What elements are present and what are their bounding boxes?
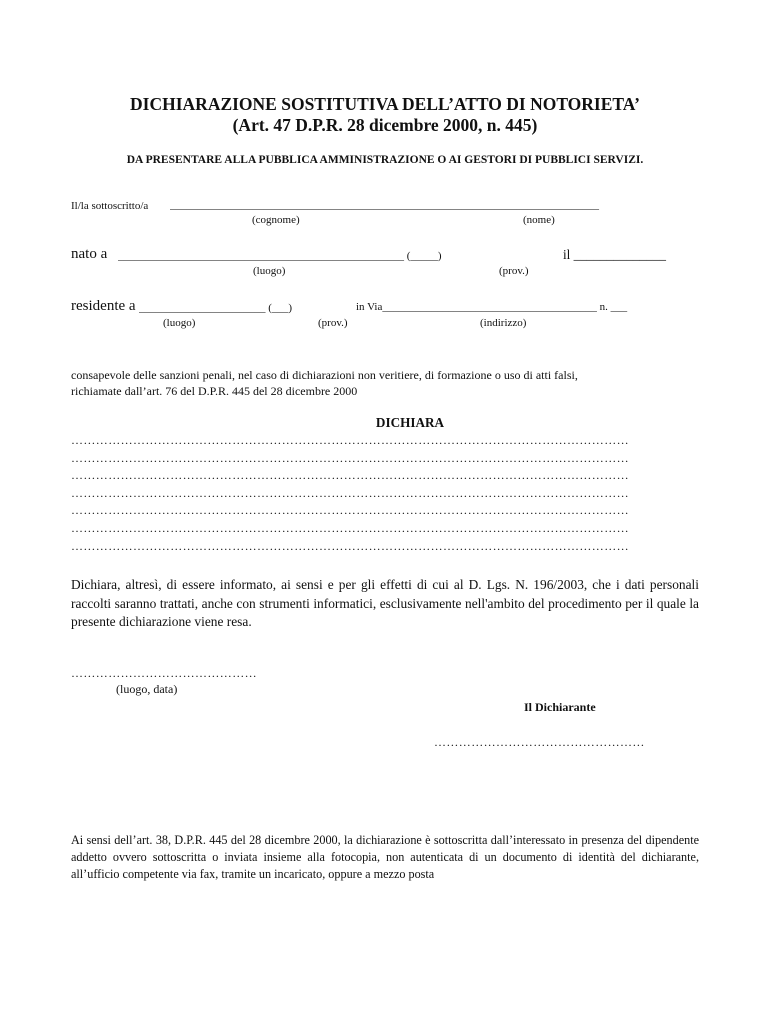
nato-a-label: nato a — [71, 246, 108, 262]
luogo-nascita-field[interactable]: ____________________________________________________ (_____) — [118, 250, 442, 262]
dotted-line: ……………………………………………………………………………………………………………………… — [71, 520, 629, 535]
data-nascita-field[interactable]: il ______________ — [563, 247, 666, 262]
consapevole-line-1: consapevole delle sanzioni penali, nel caso di dichiarazioni non veritiere, di formazione o uso di atti falsi, — [71, 368, 578, 382]
nome-caption: (nome) — [523, 214, 555, 226]
dotted-line: ……………………………………………………………………………………………………………………… — [71, 468, 629, 483]
footer-note: Ai sensi dell’art. 38, D.P.R. 445 del 28 dicembre 2000, la dichiarazione è sottoscritta dall’interessato in presenza del dipendente addetto ovvero sottoscritta o inviata insieme alla fotocopia, non autenticata di un documento di identità del dichiarante, all’ufficio competente via fax, tramite un incaricato, oppure a mezzo posta — [71, 833, 699, 881]
sottoscritto-label: Il/la sottoscritto/a — [71, 200, 149, 212]
cognome-nome-field[interactable]: ______________________________________________________________________________ — [170, 199, 599, 211]
indirizzo-field[interactable]: in Via_______________________________________ n. ___ — [356, 301, 628, 313]
residente-a-label: residente a — [71, 298, 136, 314]
dotted-line: ……………………………………………………………………………………………………………………… — [71, 503, 629, 518]
privacy-paragraph: Dichiara, altresì, di essere informato, ai sensi e per gli effetti di cui al D. Lgs. N. 196/2003, che i dati personali raccolti saranno trattati, anche con strumenti informatici, esclusivamente nell'ambito del procedimento per il quale la presente dichiarazione viene resa. — [71, 577, 699, 629]
prov-caption: (prov.) — [499, 265, 529, 277]
dotted-line: ……………………………………………………………………………………………………………………… — [71, 433, 629, 447]
indirizzo-caption: (indirizzo) — [480, 317, 527, 329]
dotted-line: ……………………………………………………………………………………………………………………… — [71, 485, 629, 500]
residenza-luogo-field[interactable]: _______________________ (___) — [139, 302, 293, 314]
document-title-line-2: (Art. 47 D.P.R. 28 dicembre 2000, n. 445) — [232, 115, 538, 135]
dichiara-heading: DICHIARA — [375, 415, 445, 430]
dichiara-content-area[interactable] — [71, 432, 696, 555]
residenza-prov-caption: (prov.) — [318, 317, 348, 329]
residenza-luogo-caption: (luogo) — [163, 317, 196, 329]
luogo-caption: (luogo) — [253, 265, 286, 277]
cognome-caption: (cognome) — [252, 214, 300, 226]
dotted-line: ……………………………………………………………………………………………………………………… — [71, 538, 629, 553]
dichiarante-signature-field[interactable]: …………………………………………… — [434, 735, 645, 749]
dichiarante-label: Il Dichiarante — [524, 700, 596, 714]
document-title-line-1: DICHIARAZIONE SOSTITUTIVA DELL’ATTO DI NOTORIETA’ — [130, 94, 640, 114]
dotted-line: ……………………………………………………………………………………………………………………… — [71, 450, 629, 465]
consapevole-line-2: richiamate dall’art. 76 del D.P.R. 445 del 28 dicembre 2000 — [71, 384, 358, 398]
document-subtitle: DA PRESENTARE ALLA PUBBLICA AMMINISTRAZIONE O AI GESTORI DI PUBBLICI SERVIZI. — [126, 154, 644, 166]
luogo-data-field[interactable]: ……………………………………… — [71, 666, 257, 680]
luogo-data-caption: (luogo, data) — [116, 682, 178, 696]
